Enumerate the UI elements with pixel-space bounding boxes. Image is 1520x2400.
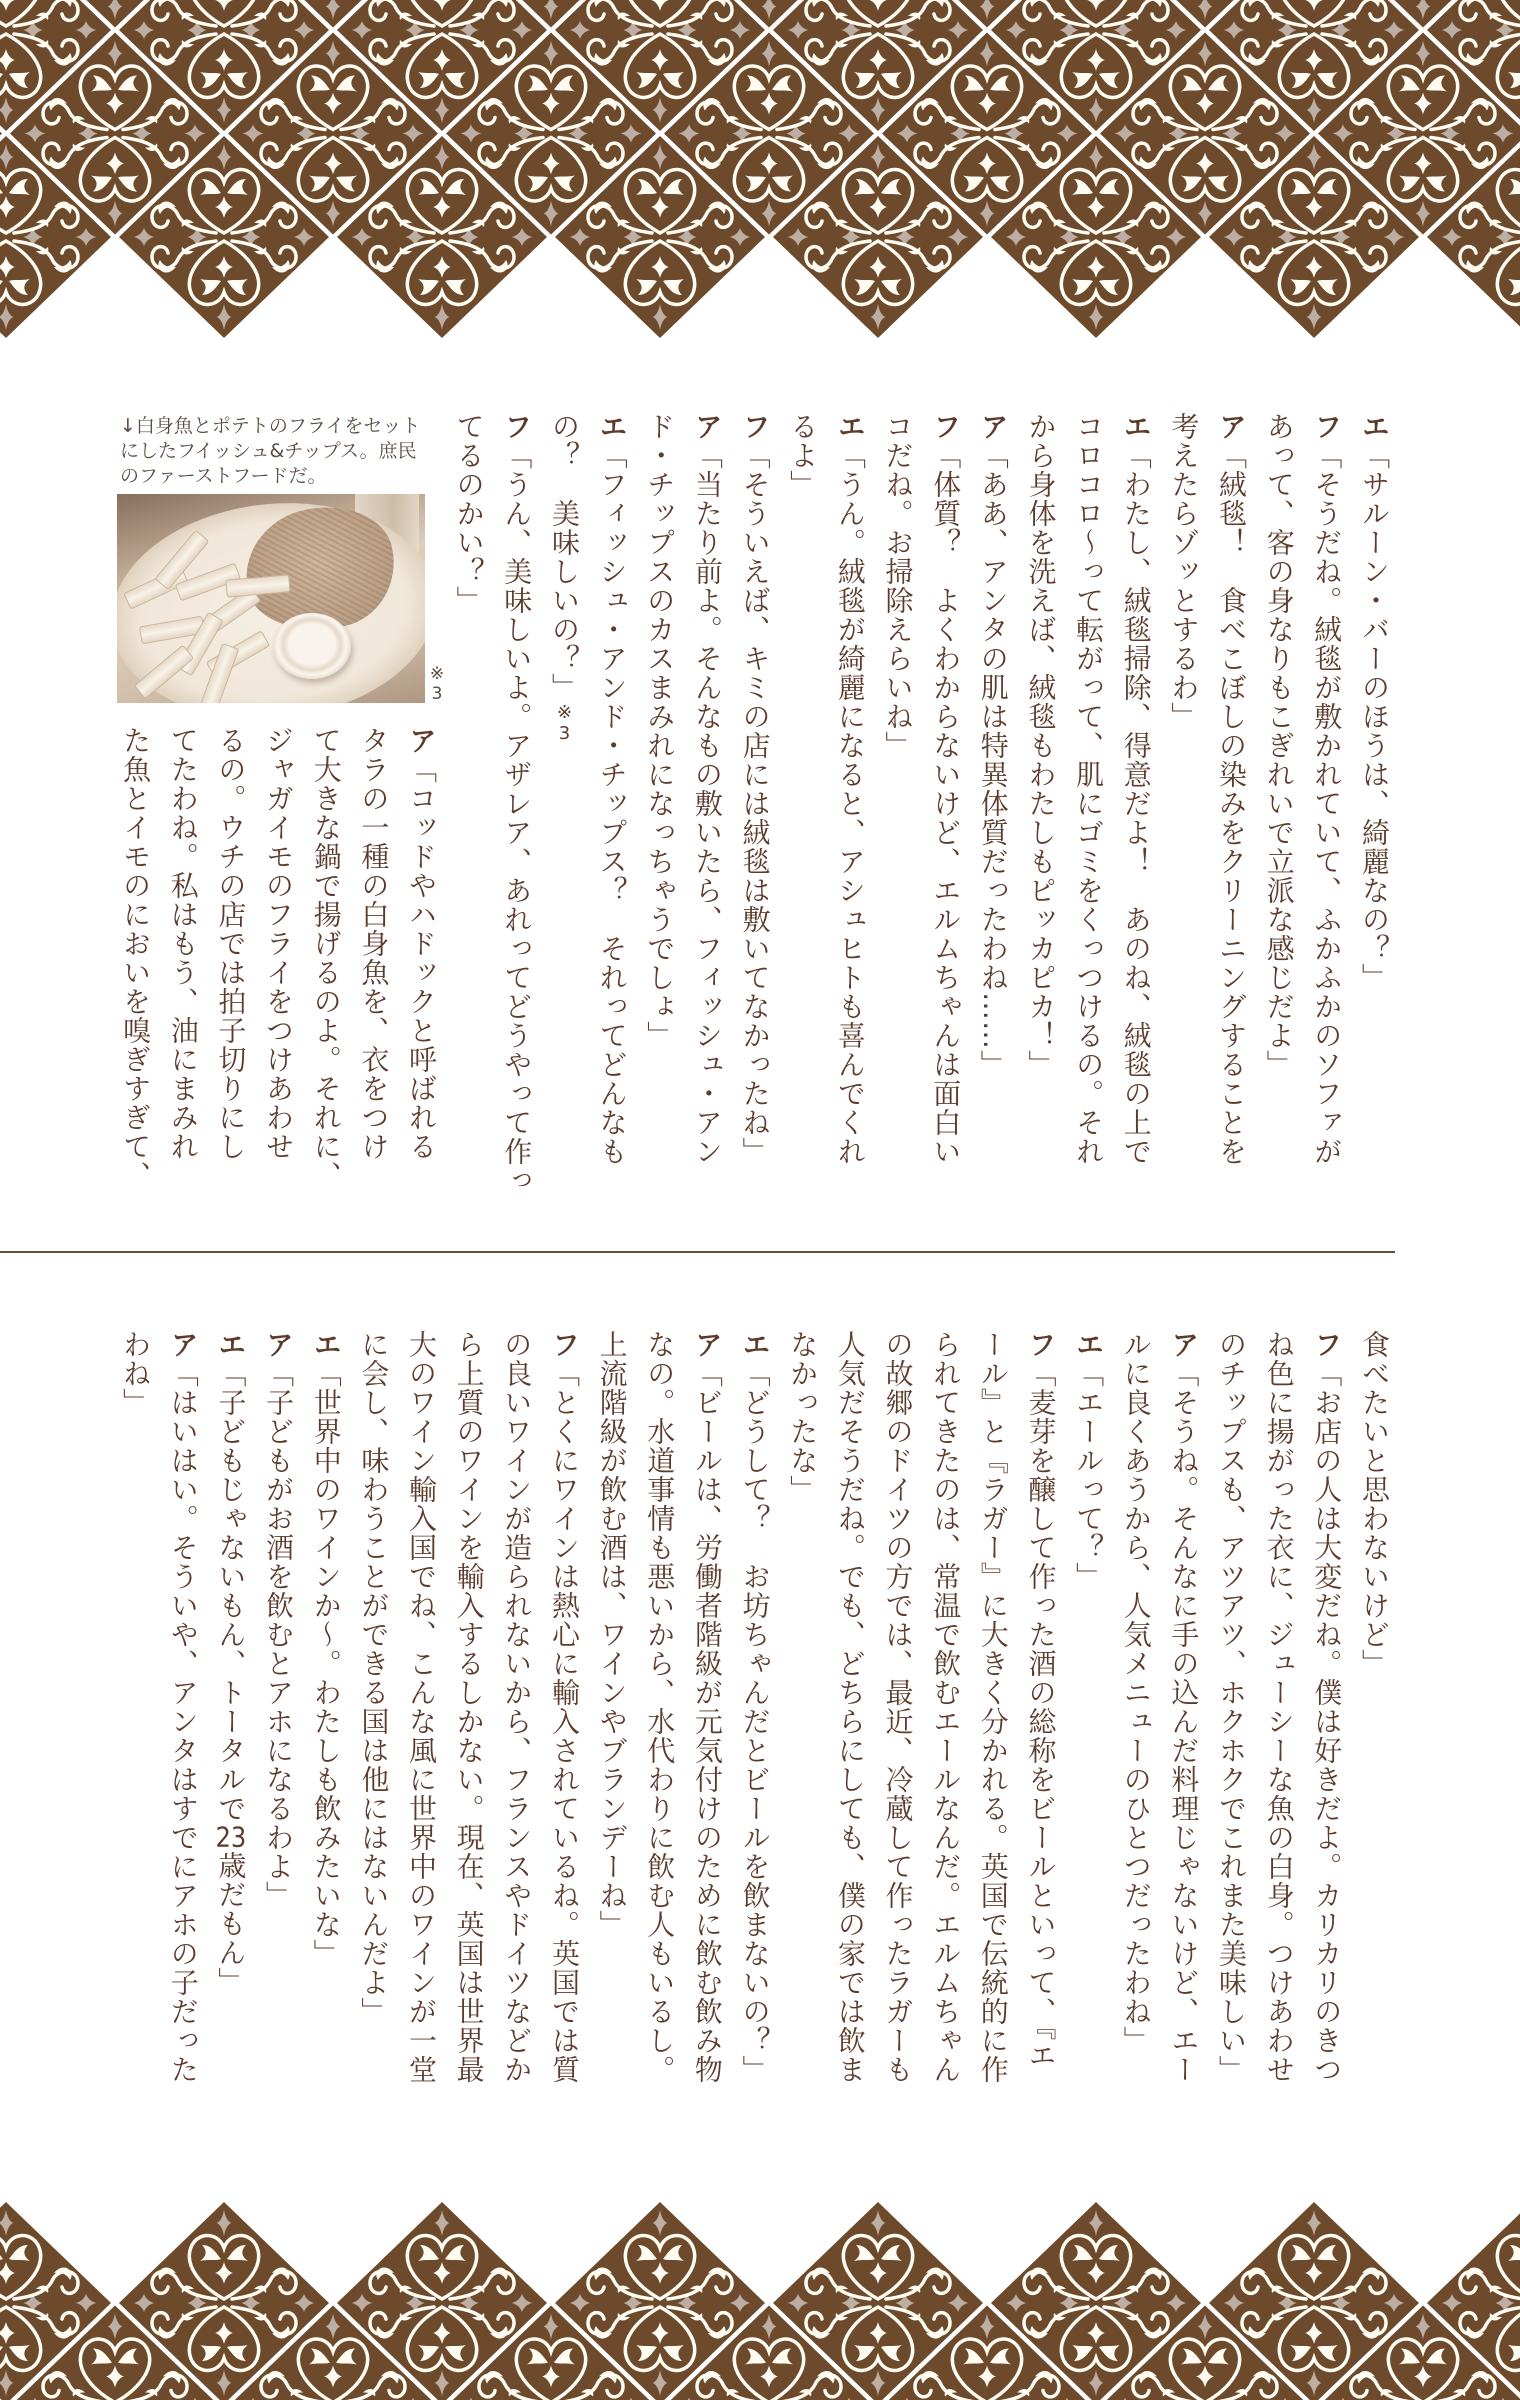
- dialogue-text: 「ビールは、労働者階級が元気付けのために飲む飲み物: [690, 1359, 724, 2084]
- dialogue-text: 「はいはい。そういや、アンタはすでにアホの子だった: [166, 1359, 200, 2084]
- dialogue-text: の良いワインが造られないから、フランスやドイツなどか: [500, 1330, 534, 2084]
- dialogue-text: コだね。お掃除えらいね」: [881, 412, 915, 760]
- caption-line: ↓白身魚とポテトのフライをセット: [120, 415, 421, 437]
- dialogue-text: てるのかい？」: [452, 412, 486, 615]
- text-column: [214, 1330, 248, 1996]
- text-column: [740, 1330, 770, 2084]
- dialogue-text: ね色に揚がった衣に、ジューシーな魚の白身。つけあわせ: [1262, 1330, 1296, 2084]
- text-column: [1216, 1330, 1246, 2084]
- text-column: [643, 1330, 677, 2084]
- speaker-label: エ: [1358, 412, 1391, 441]
- dialogue-text: の故郷のドイツの方では、最近、冷蔵して作ったラガーも: [881, 1330, 915, 2084]
- speaker-label: フ: [1024, 1330, 1058, 1359]
- dialogue-text: 「サルーン・バーのほうは、綺麗なの？」: [1358, 441, 1391, 992]
- text-column: [786, 1330, 820, 1504]
- dialogue-text: 「フィッシュ・アンド・チップス？ それってどんなも: [595, 441, 629, 1166]
- text-column: [597, 1330, 627, 1939]
- caption-line: にしたフイッシュ&チップス。庶民: [120, 440, 417, 462]
- text-column: [119, 1330, 153, 1417]
- dialogue-text: 「わたし、絨毯掃除、得意だよ！ あのね、絨毯の上で: [1119, 441, 1153, 1166]
- text-column: [1359, 1330, 1389, 1678]
- dialogue-text: 食べたいと思わないけど」: [1358, 1330, 1391, 1678]
- footnote-mark: ※3: [554, 702, 575, 744]
- dialogue-text: 「うん、美味しいよ。アザレア、あれってどうやって作っ: [500, 441, 534, 1195]
- ornament-tiles-bottom: [0, 2202, 1520, 2400]
- speaker-label: ア: [166, 1330, 200, 1359]
- text-column: [1072, 1330, 1106, 1591]
- speaker-label: エ: [214, 1330, 248, 1359]
- speaker-label: フ: [1310, 412, 1344, 441]
- text-column: [1310, 1330, 1344, 2084]
- dialogue-text: 「当たり前よ。そんなもの敷いたら、フィッシュ・アン: [690, 441, 724, 1166]
- dialogue-text: 歳だもん」: [214, 1851, 248, 1996]
- dialogue-text: 「エールって？」: [1072, 1359, 1106, 1591]
- speaker-label: フ: [548, 1330, 581, 1359]
- dialogue-text: 「子どもじゃないもん、トータルで: [214, 1359, 248, 1823]
- text-column: [1026, 1330, 1056, 2070]
- dialogue-text: 「うん。絨毯が綺麗になると、アシュヒトも喜んでくれ: [833, 441, 867, 1166]
- dialogue-text: られてきたのは、常温で飲むエールなんだ。エルムちゃん: [929, 1330, 963, 2084]
- text-column: [929, 1330, 963, 2084]
- speaker-label: フ: [929, 412, 963, 441]
- text-column: [454, 1330, 484, 2084]
- dialogue-text: ルに良くあうから、人気メニューのひとつだったわね」: [1119, 1330, 1153, 2055]
- speaker-label: フ: [738, 412, 772, 441]
- dialogue-text: ら上質のワインを輸入するしかない。現在、英国は世界最: [452, 1330, 486, 2084]
- text-column: [311, 1330, 341, 1968]
- text-column: [500, 1330, 534, 2084]
- speaker-label: エ: [1072, 1330, 1106, 1359]
- text-column: [263, 1330, 293, 1910]
- dialogue-text: の？ 美味しいの？」: [548, 412, 581, 702]
- dialogue-text: 「体質？ よくわからないけど、エルムちゃんは面白い: [929, 441, 963, 1166]
- dialogue-text: 「どうして？ お坊ちゃんだとビールを飲まないの？」: [738, 1359, 772, 2084]
- speaker-label: フ: [500, 412, 534, 441]
- speaker-label: フ: [1310, 1330, 1344, 1359]
- dialogue-text: 「そうだね。絨毯が敷かれていて、ふかふかのソファが: [1310, 441, 1344, 1166]
- speaker-label: ア: [690, 1330, 724, 1359]
- text-column: [357, 1330, 391, 2026]
- dialogue-text: 上流階級が飲む酒は、ワインやブランデーね」: [595, 1330, 629, 1939]
- text-column: [1167, 1330, 1201, 2084]
- dialogue-text: 「世界中のワインか〜。わたしも飲みたいな」: [309, 1359, 343, 1968]
- speaker-label: エ: [833, 412, 867, 441]
- dialogue-text: 考えたらゾッとするわ」: [1167, 412, 1201, 731]
- dialogue-text: 「子どもがお酒を飲むとアホになるわよ」: [262, 1359, 295, 1910]
- speaker-label: ア: [1167, 1330, 1201, 1359]
- dialogue-text: 「麦芽を醸して作った酒の総称をビールといって、『エ: [1024, 1359, 1058, 2070]
- speaker-label: ア: [405, 726, 438, 755]
- text-column: [692, 1330, 722, 2084]
- dialogue-text: わね」: [119, 1330, 153, 1417]
- dialogue-text: るよ」: [786, 412, 820, 499]
- speaker-label: ア: [690, 412, 724, 441]
- photo-footnote-mark: ※3: [427, 664, 447, 704]
- dialogue-text: ジャガイモのフライをつけあわせ: [262, 726, 295, 1161]
- dialogue-text: 「そういえば、キミの店には絨毯は敷いてなかったね」: [738, 441, 772, 1166]
- dialogue-text: あって、客の身なりもこぎれいで立派な感じだよ」: [1262, 412, 1296, 1079]
- speaker-label: エ: [309, 1330, 343, 1359]
- dialogue-text: 「ああ、アンタの肌は特異体質だったわね……」: [976, 441, 1010, 1079]
- dialogue-text: 「とくにワインは熱心に輸入されているね。英国では質: [548, 1359, 581, 2084]
- speaker-label: ア: [976, 412, 1010, 441]
- text-column: [835, 1330, 865, 2084]
- text-column: [406, 1330, 436, 2084]
- dialogue-text: 人気だそうだね。でも、どちらにしても、僕の家では飲ま: [833, 1330, 867, 2084]
- dialogue-text: た魚とイモのにおいを嗅ぎすぎて、: [119, 726, 153, 1190]
- dialogue-text: タラの一種の白身魚を、衣をつけ: [357, 726, 391, 1161]
- dialogue-text: コロコロ〜って転がって、肌にゴミをくっつけるの。それ: [1072, 412, 1106, 1166]
- dialogue-text: なの。水道事情も悪いから、水代わりに飲む人もいるし。: [643, 1330, 677, 2084]
- text-column: [1264, 1330, 1294, 2084]
- dialogue-text: ール』と『ラガー』に大きく分かれる。英国で伝統的に作: [976, 1330, 1010, 2084]
- dialogue-text: 「お店の人は大変だね。僕は好きだよ。カリカリのきつ: [1310, 1359, 1344, 2084]
- text-column: [549, 1330, 579, 2084]
- dialogue-text: るの。ウチの店では拍子切りにし: [214, 726, 248, 1161]
- speaker-label: エ: [1119, 412, 1153, 441]
- speaker-label: ア: [1215, 412, 1248, 441]
- text-column: [168, 1330, 198, 2084]
- text-column: [978, 1330, 1008, 2084]
- speaker-label: エ: [595, 412, 629, 441]
- dialogue-text: 「絨毯！ 食べこぼしの染みをクリーニングすることを: [1215, 441, 1248, 1166]
- dialogue-text: ド・チップスのカスまみれになっちゃうでしょ」: [643, 412, 677, 1050]
- dialogue-text: 「コッドやハドックと呼ばれる: [405, 755, 438, 1161]
- text-column: [1121, 1330, 1151, 2055]
- dialogue-text: から身体を洗えば、絨毯もわたしもピッカピカ！」: [1024, 412, 1058, 1079]
- dialogue-text: て大きな鍋で揚げるのよ。それに、: [309, 726, 343, 1190]
- speaker-label: エ: [738, 1330, 772, 1359]
- dialogue-text: てたわね。私はもう、油にまみれ: [166, 726, 200, 1161]
- dialogue-text: のチップスも、アツアツ、ホクホクでこれまた美味しい」: [1215, 1330, 1248, 2084]
- age-number: 23: [215, 1823, 247, 1851]
- dialogue-text: なかったな」: [786, 1330, 820, 1504]
- speaker-label: ア: [262, 1330, 295, 1359]
- dialogue-text: 「そうね。そんなに手の込んだ料理じゃないけど、エー: [1167, 1359, 1201, 2084]
- dialogue-text: に会し、味わうことができる国は他にはないんだよ」: [357, 1330, 391, 2026]
- caption-line: のファーストフードだ。: [120, 465, 327, 487]
- ornamental-border-bottom: [0, 2190, 1520, 2400]
- text-column: [883, 1330, 913, 2084]
- dialogue-text: 大のワイン輸入国でね、こんな風に世界中のワインが一堂: [405, 1330, 438, 2084]
